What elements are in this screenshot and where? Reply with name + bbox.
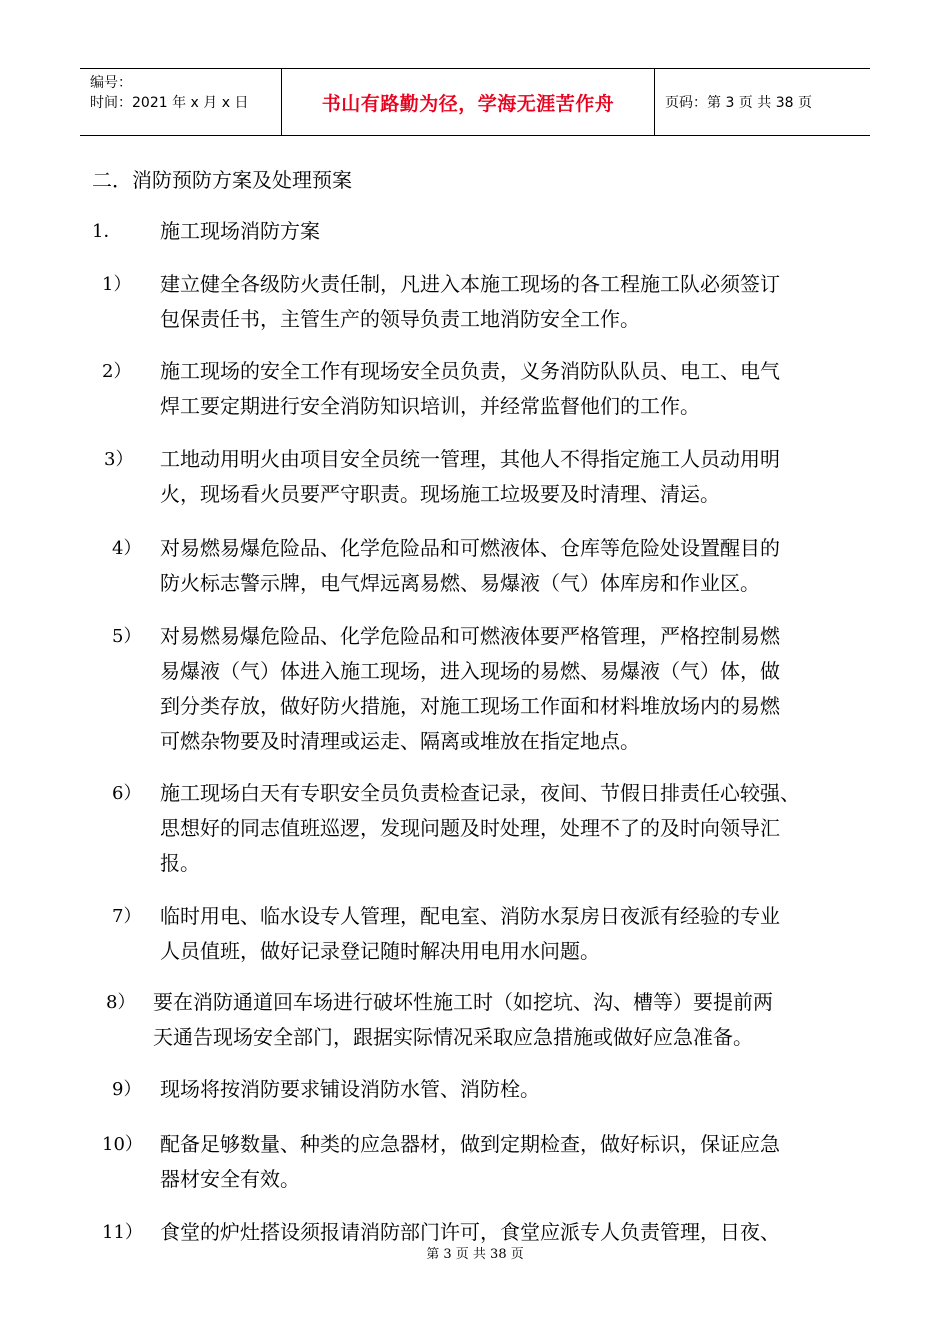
item-line: 天通告现场安全部门，跟据实际情况采取应急措施或做好应急准备。 (153, 1025, 753, 1049)
list-item (160, 899, 872, 969)
item-line: 火，现场看火员要严守职责。现场施工垃圾要及时清理、清运。 (160, 482, 720, 506)
page-header (80, 68, 870, 136)
list-item (160, 531, 872, 601)
item-number: 2） (102, 361, 132, 382)
item-line: 食堂的炉灶搭设须报请消防部门许可，食堂应派专人负责管理，日夜、 (160, 1220, 780, 1244)
item-number: 4） (112, 538, 142, 559)
item-number: 9） (112, 1079, 142, 1100)
item-line: 配备足够数量、种类的应急器材，做到定期检查，做好标识，保证应急 (160, 1132, 780, 1156)
item-line: 报。 (160, 851, 200, 875)
item-line: 包保责任书，主管生产的领导负责工地消防安全工作。 (160, 307, 640, 331)
header-meta-cell (80, 69, 282, 135)
list-item (153, 985, 865, 1055)
item-line: 现场将按消防要求铺设消防水管、消防栓。 (160, 1077, 540, 1101)
header-motto: 书山有路勤为径，学海无涯苦作舟 (282, 69, 655, 135)
list-item (160, 1215, 872, 1250)
document-time-label: 时间：2021 年 x 月 x 日 (90, 95, 249, 111)
list-item (160, 354, 872, 424)
list-item (160, 267, 872, 337)
list-item (160, 1127, 872, 1197)
item-line: 防火标志警示牌，电气焊远离易燃、易爆液（气）体库房和作业区。 (160, 571, 760, 595)
item-line: 到分类存放，做好防火措施，对施工现场工作面和材料堆放场内的易燃 (160, 694, 780, 718)
list-item (160, 776, 872, 881)
list-item (160, 442, 872, 512)
item-line: 思想好的同志值班巡逻，发现问题及时处理，处理不了的及时向领导汇 (160, 816, 780, 840)
list-item (160, 1072, 872, 1107)
item-line: 可燃杂物要及时清理或运走、隔离或堆放在指定地点。 (160, 729, 640, 753)
item-number: 10） (102, 1134, 143, 1155)
item-line: 要在消防通道回车场进行破坏性施工时（如挖坑、沟、槽等）要提前两 (153, 990, 773, 1014)
document-number-label: 编号： (90, 75, 132, 91)
item-number: 5） (112, 626, 142, 647)
item-line: 工地动用明火由项目安全员统一管理，其他人不得指定施工人员动用明 (160, 447, 780, 471)
header-page-info: 页码：第 3 页 共 38 页 (665, 95, 812, 111)
item-line: 对易燃易爆危险品、化学危险品和可燃液体要严格管理，严格控制易燃 (160, 624, 780, 648)
item-number: 3） (104, 449, 134, 470)
item-line: 焊工要定期进行安全消防知识培训，并经常监督他们的工作。 (160, 394, 700, 418)
item-number: 6） (112, 783, 142, 804)
subsection-title: 施工现场消防方案 (160, 219, 320, 243)
page-footer: 第 3 页 共 38 页 (426, 1247, 524, 1262)
list-item (160, 619, 872, 759)
section-title: 二．消防预防方案及处理预案 (92, 168, 352, 192)
item-line: 易爆液（气）体进入施工现场，进入现场的易燃、易爆液（气）体，做 (160, 659, 780, 683)
item-line: 施工现场白天有专职安全员负责检查记录，夜间、节假日排责任心较强、 (160, 781, 800, 805)
item-number: 1） (102, 274, 132, 295)
item-number: 7） (112, 906, 142, 927)
item-line: 器材安全有效。 (160, 1167, 300, 1191)
item-line: 建立健全各级防火责任制，凡进入本施工现场的各工程施工队必须签订 (160, 272, 780, 296)
item-line: 人员值班，做好记录登记随时解决用电用水问题。 (160, 939, 600, 963)
item-line: 施工现场的安全工作有现场安全员负责，义务消防队队员、电工、电气 (160, 359, 780, 383)
item-number: 8） (106, 992, 136, 1013)
item-line: 对易燃易爆危险品、化学危险品和可燃液体、仓库等危险处设置醒目的 (160, 536, 780, 560)
subsection-number: 1． (92, 221, 122, 242)
item-number: 11） (102, 1222, 143, 1243)
item-line: 临时用电、临水设专人管理，配电室、消防水泵房日夜派有经验的专业 (160, 904, 780, 928)
